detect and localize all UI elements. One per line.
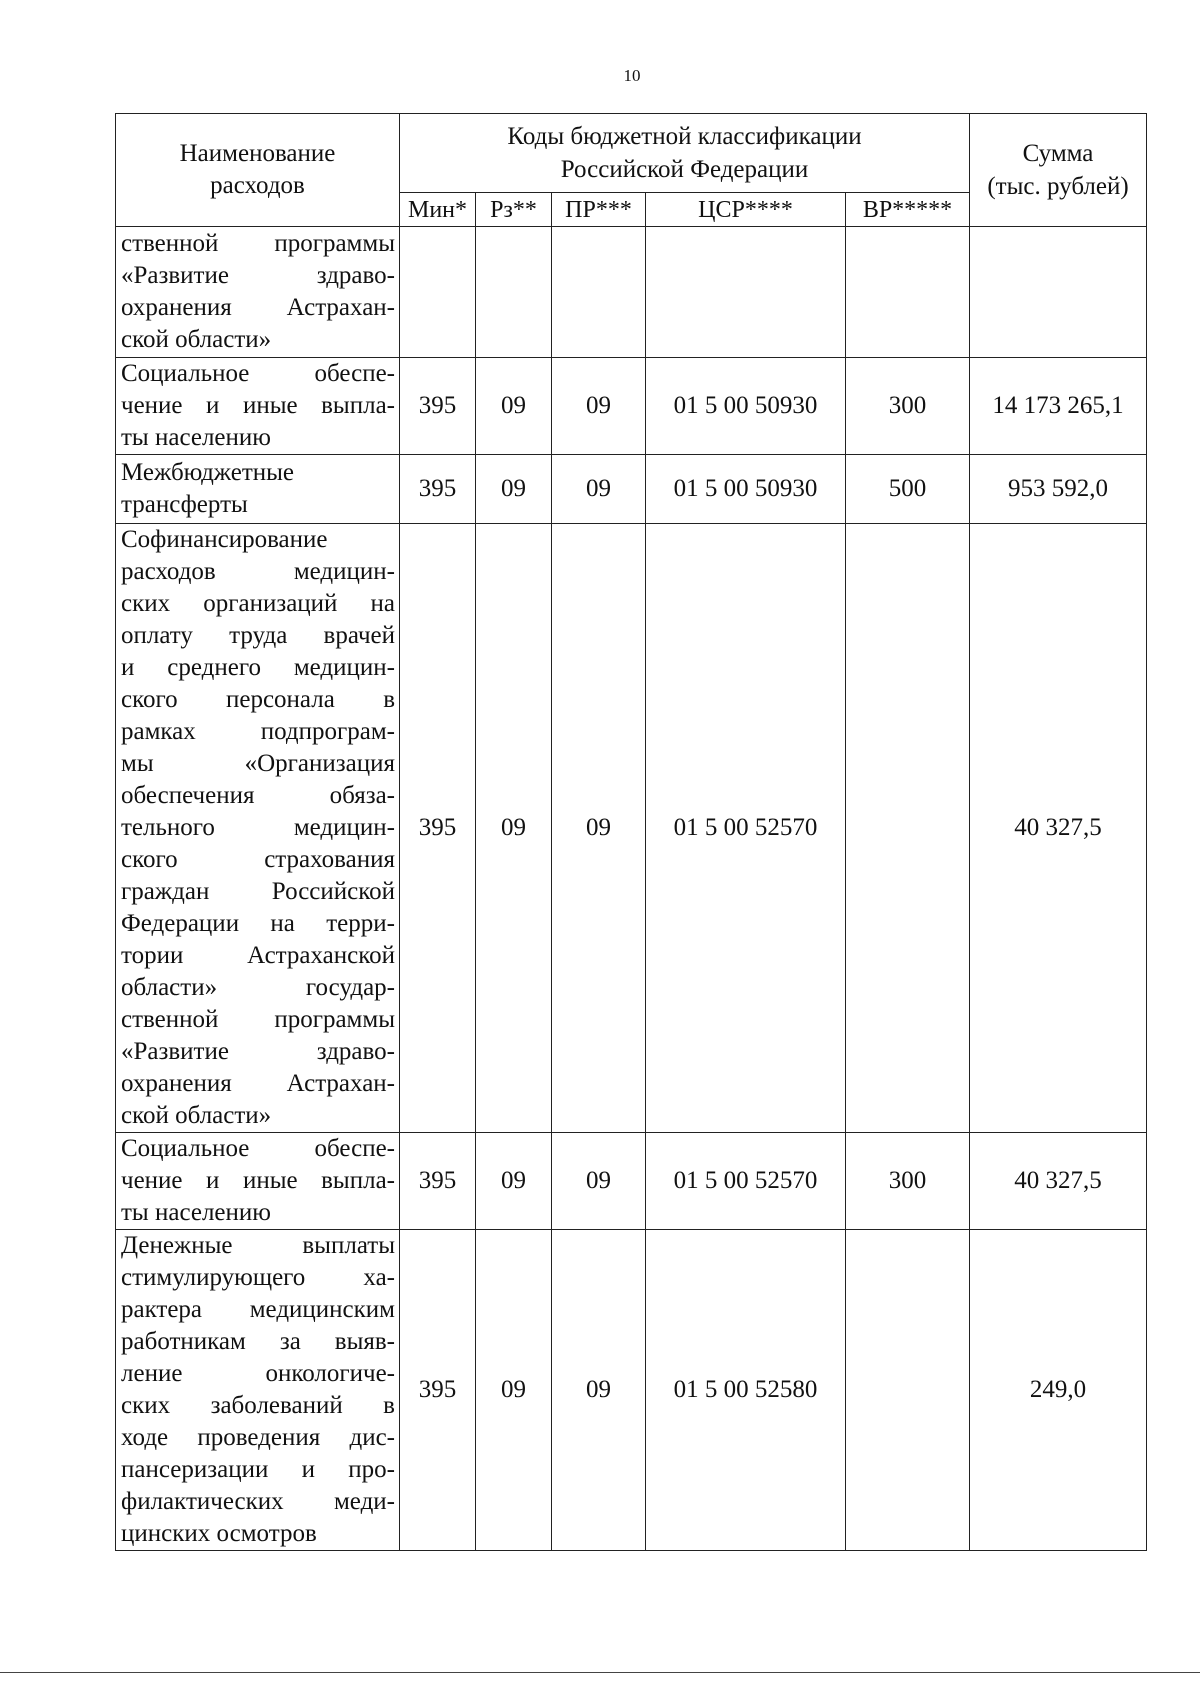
row-name-line: «Развитие здраво- [121,1038,395,1065]
table-row [116,358,1147,455]
table-row [116,524,1147,1133]
row-name-line: ственной программы [121,230,395,257]
row-name-line: тельного медицин- [121,814,395,841]
cell-pr: 09 [552,524,646,1133]
header-vr: ВР***** [846,193,970,227]
row-name-line: «Развитие здраво- [121,262,395,289]
row-name-line: филактических меди- [121,1488,395,1515]
cell-min [400,227,476,358]
cell-sum: 40 327,5 [970,1133,1147,1230]
cell-csr: 01 5 00 52580 [646,1230,846,1551]
row-name-line: мы «Организация [121,750,395,777]
cell-csr: 01 5 00 50930 [646,358,846,455]
row-name [116,1230,400,1551]
cell-rz [476,227,552,358]
row-name-line: трансферты [121,491,248,518]
row-name-line: охранения Астрахан- [121,1070,395,1097]
table-row [116,227,1147,358]
cell-min: 395 [400,358,476,455]
row-name-line: ление онкологиче- [121,1360,395,1387]
row-name-line: оплату труда врачей [121,622,395,649]
row-name-line: Социальное обеспе- [121,1135,395,1162]
cell-min: 395 [400,524,476,1133]
page-number: 10 [623,66,641,85]
row-name-line: рактера медицинским [121,1296,395,1323]
row-name [116,455,400,524]
cell-sum: 14 173 265,1 [970,358,1147,455]
row-name-line: охранения Астрахан- [121,294,395,321]
row-name-line: области» государ- [121,974,395,1001]
row-name-line: расходов медицин- [121,558,395,585]
row-name [116,358,400,455]
cell-csr [646,227,846,358]
row-name-line: чение и иные выпла- [121,1167,395,1194]
cell-pr: 09 [552,1230,646,1551]
row-name-line: цинских осмотров [121,1520,317,1547]
row-name [116,227,400,358]
footer-divider [0,1672,1200,1673]
cell-csr: 01 5 00 52570 [646,524,846,1133]
row-name-line: и среднего медицин- [121,654,395,681]
cell-pr: 09 [552,358,646,455]
row-name-line: рамках подпрограм- [121,718,395,745]
header-name-line2: расходов [210,172,305,199]
row-name-line: граждан Российской [121,878,395,905]
cell-rz: 09 [476,358,552,455]
header-codes-line1: Коды бюджетной классификации [507,123,862,150]
header-sum-line1: Сумма [1022,140,1094,167]
row-name-line: стимулирующего ха- [121,1264,395,1291]
budget-table [115,113,1147,1551]
cell-rz: 09 [476,455,552,524]
row-name-line: ской области» [121,326,272,353]
cell-vr: 300 [846,358,970,455]
row-name-line: работникам за выяв- [121,1328,395,1355]
row-name [116,1133,400,1230]
row-name-line: ской области» [121,1102,272,1129]
header-codes [400,114,970,193]
row-name-line: Федерации на терри- [121,910,395,937]
cell-vr: 500 [846,455,970,524]
header-sum-line2: (тыс. рублей) [987,173,1129,200]
cell-sum: 953 592,0 [970,455,1147,524]
table-body [116,227,1147,1551]
row-name-line: ского страхования [121,846,395,873]
cell-vr [846,524,970,1133]
cell-min: 395 [400,455,476,524]
header-pr: ПР*** [552,193,646,227]
cell-vr [846,227,970,358]
header-sum [970,114,1147,227]
cell-sum: 40 327,5 [970,524,1147,1133]
row-name-line: ты населению [121,1199,271,1226]
table-row [116,1133,1147,1230]
row-name-line: чение и иные выпла- [121,392,395,419]
cell-csr: 01 5 00 50930 [646,455,846,524]
row-name-line: ского персонала в [121,686,395,713]
header-name [116,114,400,227]
row-name-line: пансеризации и про- [121,1456,395,1483]
cell-vr [846,1230,970,1551]
cell-min: 395 [400,1133,476,1230]
row-name-line: тории Астраханской [121,942,395,969]
cell-sum [970,227,1147,358]
cell-csr: 01 5 00 52570 [646,1133,846,1230]
header-codes-line2: Российской Федерации [560,156,809,183]
row-name-line: Денежные выплаты [121,1232,395,1259]
cell-min: 395 [400,1230,476,1551]
row-name-line: ты населению [121,424,271,451]
cell-pr: 09 [552,455,646,524]
row-name-line: Межбюджетные [121,459,295,486]
table-row [116,455,1147,524]
row-name-line: ских организаций на [121,590,395,617]
cell-vr: 300 [846,1133,970,1230]
row-name-line: Софинансирование [121,526,328,553]
row-name-line: обеспечения обяза- [121,782,395,809]
header-csr: ЦСР**** [646,193,846,227]
table-row [116,1230,1147,1551]
cell-sum: 249,0 [970,1230,1147,1551]
header-name-line1: Наименование [179,140,336,167]
row-name-line: Социальное обеспе- [121,360,395,387]
cell-pr: 09 [552,1133,646,1230]
row-name-line: ственной программы [121,1006,395,1033]
row-name-line: ских заболеваний в [121,1392,395,1419]
cell-pr [552,227,646,358]
header-min: Мин* [400,193,476,227]
header-rz: Рз** [476,193,552,227]
row-name [116,524,400,1133]
cell-rz: 09 [476,1230,552,1551]
row-name-line: ходе проведения дис- [121,1424,395,1451]
cell-rz: 09 [476,524,552,1133]
cell-rz: 09 [476,1133,552,1230]
